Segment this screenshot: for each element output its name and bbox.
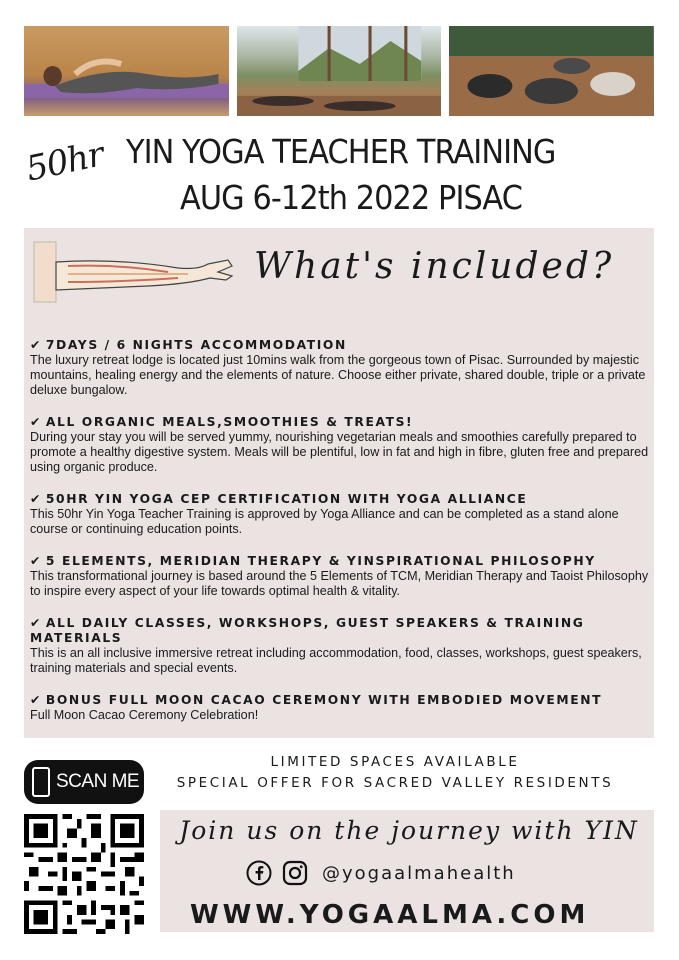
scan-me-badge	[24, 760, 144, 804]
footer-panel	[160, 810, 654, 932]
check-icon: ✔	[30, 492, 42, 506]
check-icon: ✔	[30, 415, 42, 429]
instagram-icon[interactable]	[282, 860, 308, 886]
item-description: This 50hr Yin Yoga Teacher Training is approved by Yoga Alliance and can be completed as a stand alone course or continuing education points.	[30, 507, 619, 536]
check-icon: ✔	[30, 554, 42, 568]
phone-icon	[32, 767, 50, 797]
item-title: ✔ ALL ORGANIC MEALS,SMOOTHIES & TREATS!	[30, 415, 414, 429]
join-tagline: Join us on the journey with YIN	[179, 816, 639, 845]
scan-me-label: SCAN ME	[56, 771, 140, 792]
item-title: ✔ 50HR YIN YOGA CEP CERTIFICATION WITH YOGA ALLIANCE	[30, 492, 528, 506]
hours-label: 50hr	[22, 134, 107, 190]
item-description: This transformational journey is based around the 5 Elements of TCM, Meridian Therapy and Taoist Philosophy to inspire every aspect of your life towards optimal health & vitality.	[30, 569, 649, 598]
item-description: During your stay you will be served yummy, nourishing vegetarian meals and smoothies carefully prepared to promote a healthy digestive system. Meals will be plentiful, low in fat and high in fibre, gluten free and prepared using organic produce.	[30, 430, 649, 474]
list-item	[30, 693, 650, 723]
item-description: The luxury retreat lodge is located just 10mins walk from the gorgeous town of Pisac. Surrounded by majestic mountains, healing energy and the elements of nature. Choose either private, shared double, triple or a private deluxe bungalow.	[30, 353, 646, 397]
list-item	[30, 338, 650, 398]
item-title: ✔ ALL DAILY CLASSES, WORKSHOPS, GUEST SPEAKERS & TRAINING MATERIALS	[30, 616, 585, 645]
item-description: This is an all inclusive immersive retreat including accommodation, food, classes, workshops, guest speakers, training materials and special events.	[30, 646, 642, 675]
included-panel	[24, 228, 654, 738]
item-title: ✔ BONUS FULL MOON CACAO CEREMONY WITH EMBODIED MOVEMENT	[30, 693, 603, 707]
page-title: YIN YOGA TEACHER TRAINING	[126, 132, 556, 171]
check-icon: ✔	[30, 338, 42, 352]
item-description: Full Moon Cacao Ceremony Celebration!	[30, 708, 259, 722]
social-links	[246, 860, 516, 886]
check-icon: ✔	[30, 693, 42, 707]
header	[0, 124, 679, 224]
photo-yoga-pose	[24, 26, 229, 116]
list-item	[30, 415, 650, 475]
list-item	[30, 492, 650, 537]
special-offer: SPECIAL OFFER FOR SACRED VALLEY RESIDENTS	[176, 775, 614, 791]
list-item	[30, 616, 650, 676]
arm-anatomy-illustration	[28, 232, 238, 312]
list-item	[30, 554, 650, 599]
offer-text	[160, 752, 630, 794]
instagram-handle[interactable]: @yogaalmahealth	[322, 862, 516, 884]
qr-code[interactable]	[24, 814, 144, 934]
photo-strip	[24, 26, 654, 116]
website-link[interactable]: WWW.YOGAALMA.COM	[190, 900, 590, 930]
photo-yoga-hall	[237, 26, 442, 116]
facebook-icon[interactable]	[246, 860, 272, 886]
date-location: AUG 6-12th 2022 PISAC	[180, 178, 522, 217]
item-title: ✔ 5 ELEMENTS, MERIDIAN THERAPY & YINSPIRATIONAL PHILOSOPHY	[30, 554, 596, 568]
photo-yoga-class	[449, 26, 654, 116]
section-heading: What's included?	[254, 246, 615, 287]
item-title: ✔ 7DAYS / 6 NIGHTS ACCOMMODATION	[30, 338, 347, 352]
check-icon: ✔	[30, 616, 42, 630]
limited-spaces: LIMITED SPACES AVAILABLE	[270, 754, 520, 770]
included-list	[30, 338, 650, 740]
